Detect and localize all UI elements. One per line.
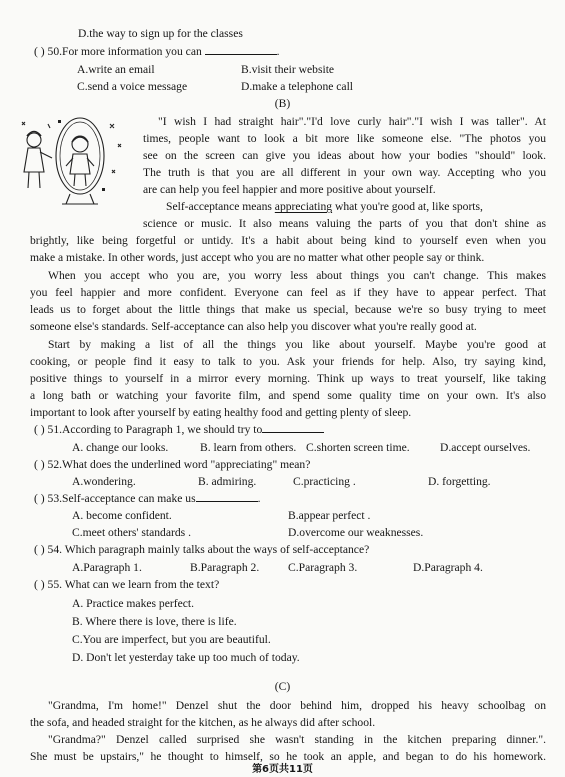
b-p3-line-1: When you accept who you are, you worry less about things you can't change. This makes	[48, 269, 546, 282]
passage-b-heading: (B)	[274, 97, 291, 110]
q55-option-c: C.You are imperfect, but you are beautiful.	[72, 633, 271, 646]
answer-blank[interactable]	[262, 422, 324, 433]
answer-bracket[interactable]: ( )	[34, 423, 45, 436]
b-p2-line-3: brightly, like being forgetful or untidy. It's a habit about being kind to yourself even when you	[30, 234, 546, 247]
q53-option-d: D.overcome our weaknesses.	[288, 526, 424, 539]
answer-bracket[interactable]: ( )	[34, 458, 45, 471]
passage-c-heading: (C)	[274, 680, 291, 693]
q51-option-b: B. learn from others.	[200, 441, 297, 454]
q55-option-b: B. Where there is love, there is life.	[72, 615, 237, 628]
c-line-3: "Grandma?" Denzel called surprised she wasn't standing in the kitchen preparing dinner.".	[48, 733, 546, 746]
q53-stem: ( ) 53.Self-acceptance can make us .	[34, 492, 261, 505]
q52-option-a: A.wondering.	[72, 475, 136, 488]
c-line-1: "Grandma, I'm home!" Denzel shut the door behind him, dropped his heavy schoolbag on	[48, 699, 546, 712]
q51-option-a: A. change our looks.	[72, 441, 169, 454]
mirror-illustration	[18, 114, 136, 206]
b-p1-line-5: are can help you feel happier and more positive about yourself.	[143, 183, 436, 196]
q52-option-b: B. admiring.	[198, 475, 257, 488]
q54-stem: ( ) 54. Which paragraph mainly talks about the ways of self-acceptance?	[34, 543, 370, 556]
q55-option-d: D. Don't let yesterday take up too much of today.	[72, 651, 300, 664]
q49-option-d: D.the way to sign up for the classes	[78, 27, 243, 40]
b-p4-line-2: cooking, or people find it easy to talk to you. Ask your friends for help. Also, try saying kind,	[30, 355, 546, 368]
q55-option-a: A. Practice makes perfect.	[72, 597, 194, 610]
q54-option-a: A.Paragraph 1.	[72, 561, 142, 574]
b-p4-line-3: positive things to yourself in a mirror every morning. Think up ways to treat yourself, like taking	[30, 372, 546, 385]
q54-option-d: D.Paragraph 4.	[413, 561, 483, 574]
q51-option-d: D.accept ourselves.	[440, 441, 531, 454]
q52-stem: ( ) 52.What does the underlined word "appreciating" mean?	[34, 458, 311, 471]
b-p3-line-4: someone else's standards. Self-acceptance can also help you discover what you're really good at.	[30, 320, 477, 333]
b-p3-line-3: leads us to forget about the little things that make us special, because we're so busy trying to meet	[30, 303, 546, 316]
q54-option-c: C.Paragraph 3.	[288, 561, 358, 574]
q50-option-c: C.send a voice message	[77, 80, 188, 93]
answer-bracket[interactable]: ( )	[34, 578, 45, 591]
answer-bracket[interactable]: ( )	[34, 543, 45, 556]
q50-option-a: A.write an email	[77, 63, 155, 76]
q53-option-a: A. become confident.	[72, 509, 172, 522]
answer-blank[interactable]	[205, 44, 277, 55]
q54-option-b: B.Paragraph 2.	[190, 561, 260, 574]
q51-stem: ( ) 51.According to Paragraph 1, we should try to	[34, 422, 324, 437]
q51-option-c: C.shorten screen time.	[306, 441, 410, 454]
q55-stem: ( ) 55. What can we learn from the text?	[34, 578, 220, 591]
underlined-word: appreciating	[274, 200, 333, 213]
c-line-4: She must be upstairs," he thought to himself, so he took an apple, and began to do his homework.	[30, 750, 546, 763]
q50-option-d: D.make a telephone call	[241, 80, 354, 93]
answer-bracket[interactable]: ( )	[34, 492, 45, 505]
c-line-2: the sofa, and headed straight for the kitchen, as he always did after school.	[30, 716, 376, 729]
q52-option-d: D. forgetting.	[428, 475, 491, 488]
page-number: 第6页共11页	[252, 764, 313, 775]
b-p1-line-1: "I wish I had straight hair"."I'd love curly hair"."I wish I was taller". At	[158, 115, 546, 128]
b-p1-line-2: times, people want to look a bit more like someone else. "The photos you	[143, 132, 546, 145]
q53-option-b: B.appear perfect .	[288, 509, 371, 522]
b-p4-line-1: Start by making a list of all the things you like about yourself. Maybe you're good at	[48, 338, 546, 351]
b-p4-line-5: important to look after yourself by eating healthy food and getting plenty of sleep.	[30, 406, 412, 419]
q53-option-c: C.meet others' standards .	[72, 526, 191, 539]
q50-stem: ( ) 50.For more information you can .	[34, 45, 280, 58]
answer-bracket[interactable]: ( )	[34, 45, 45, 58]
b-p1-line-3: see on the screen can give you ideas about how your bodies "should" look.	[143, 149, 546, 162]
b-p2-line-2: science or music. It also means valuing the parts of you that don't shine as	[143, 217, 546, 230]
q52-option-c: C.practicing .	[293, 475, 356, 488]
q50-option-b: B.visit their website	[241, 63, 335, 76]
b-p2-line-4: make a mistake. In other words, just accept who you are no matter what other people say or think.	[30, 251, 485, 264]
b-p1-line-4: The truth is that you are all different in your own way. Accepting who you	[143, 166, 546, 179]
b-p2-line-1: Self-acceptance means appreciating what you're good at, like sports,	[166, 200, 483, 213]
answer-blank[interactable]	[196, 491, 258, 502]
b-p4-line-4: a long bath or watching your favorite film, and spend some quality time on your own. It's also	[30, 389, 546, 402]
b-p3-line-2: you feel happier and more confident. Everyone can feel as if they have to appear perfect. That	[30, 286, 546, 299]
